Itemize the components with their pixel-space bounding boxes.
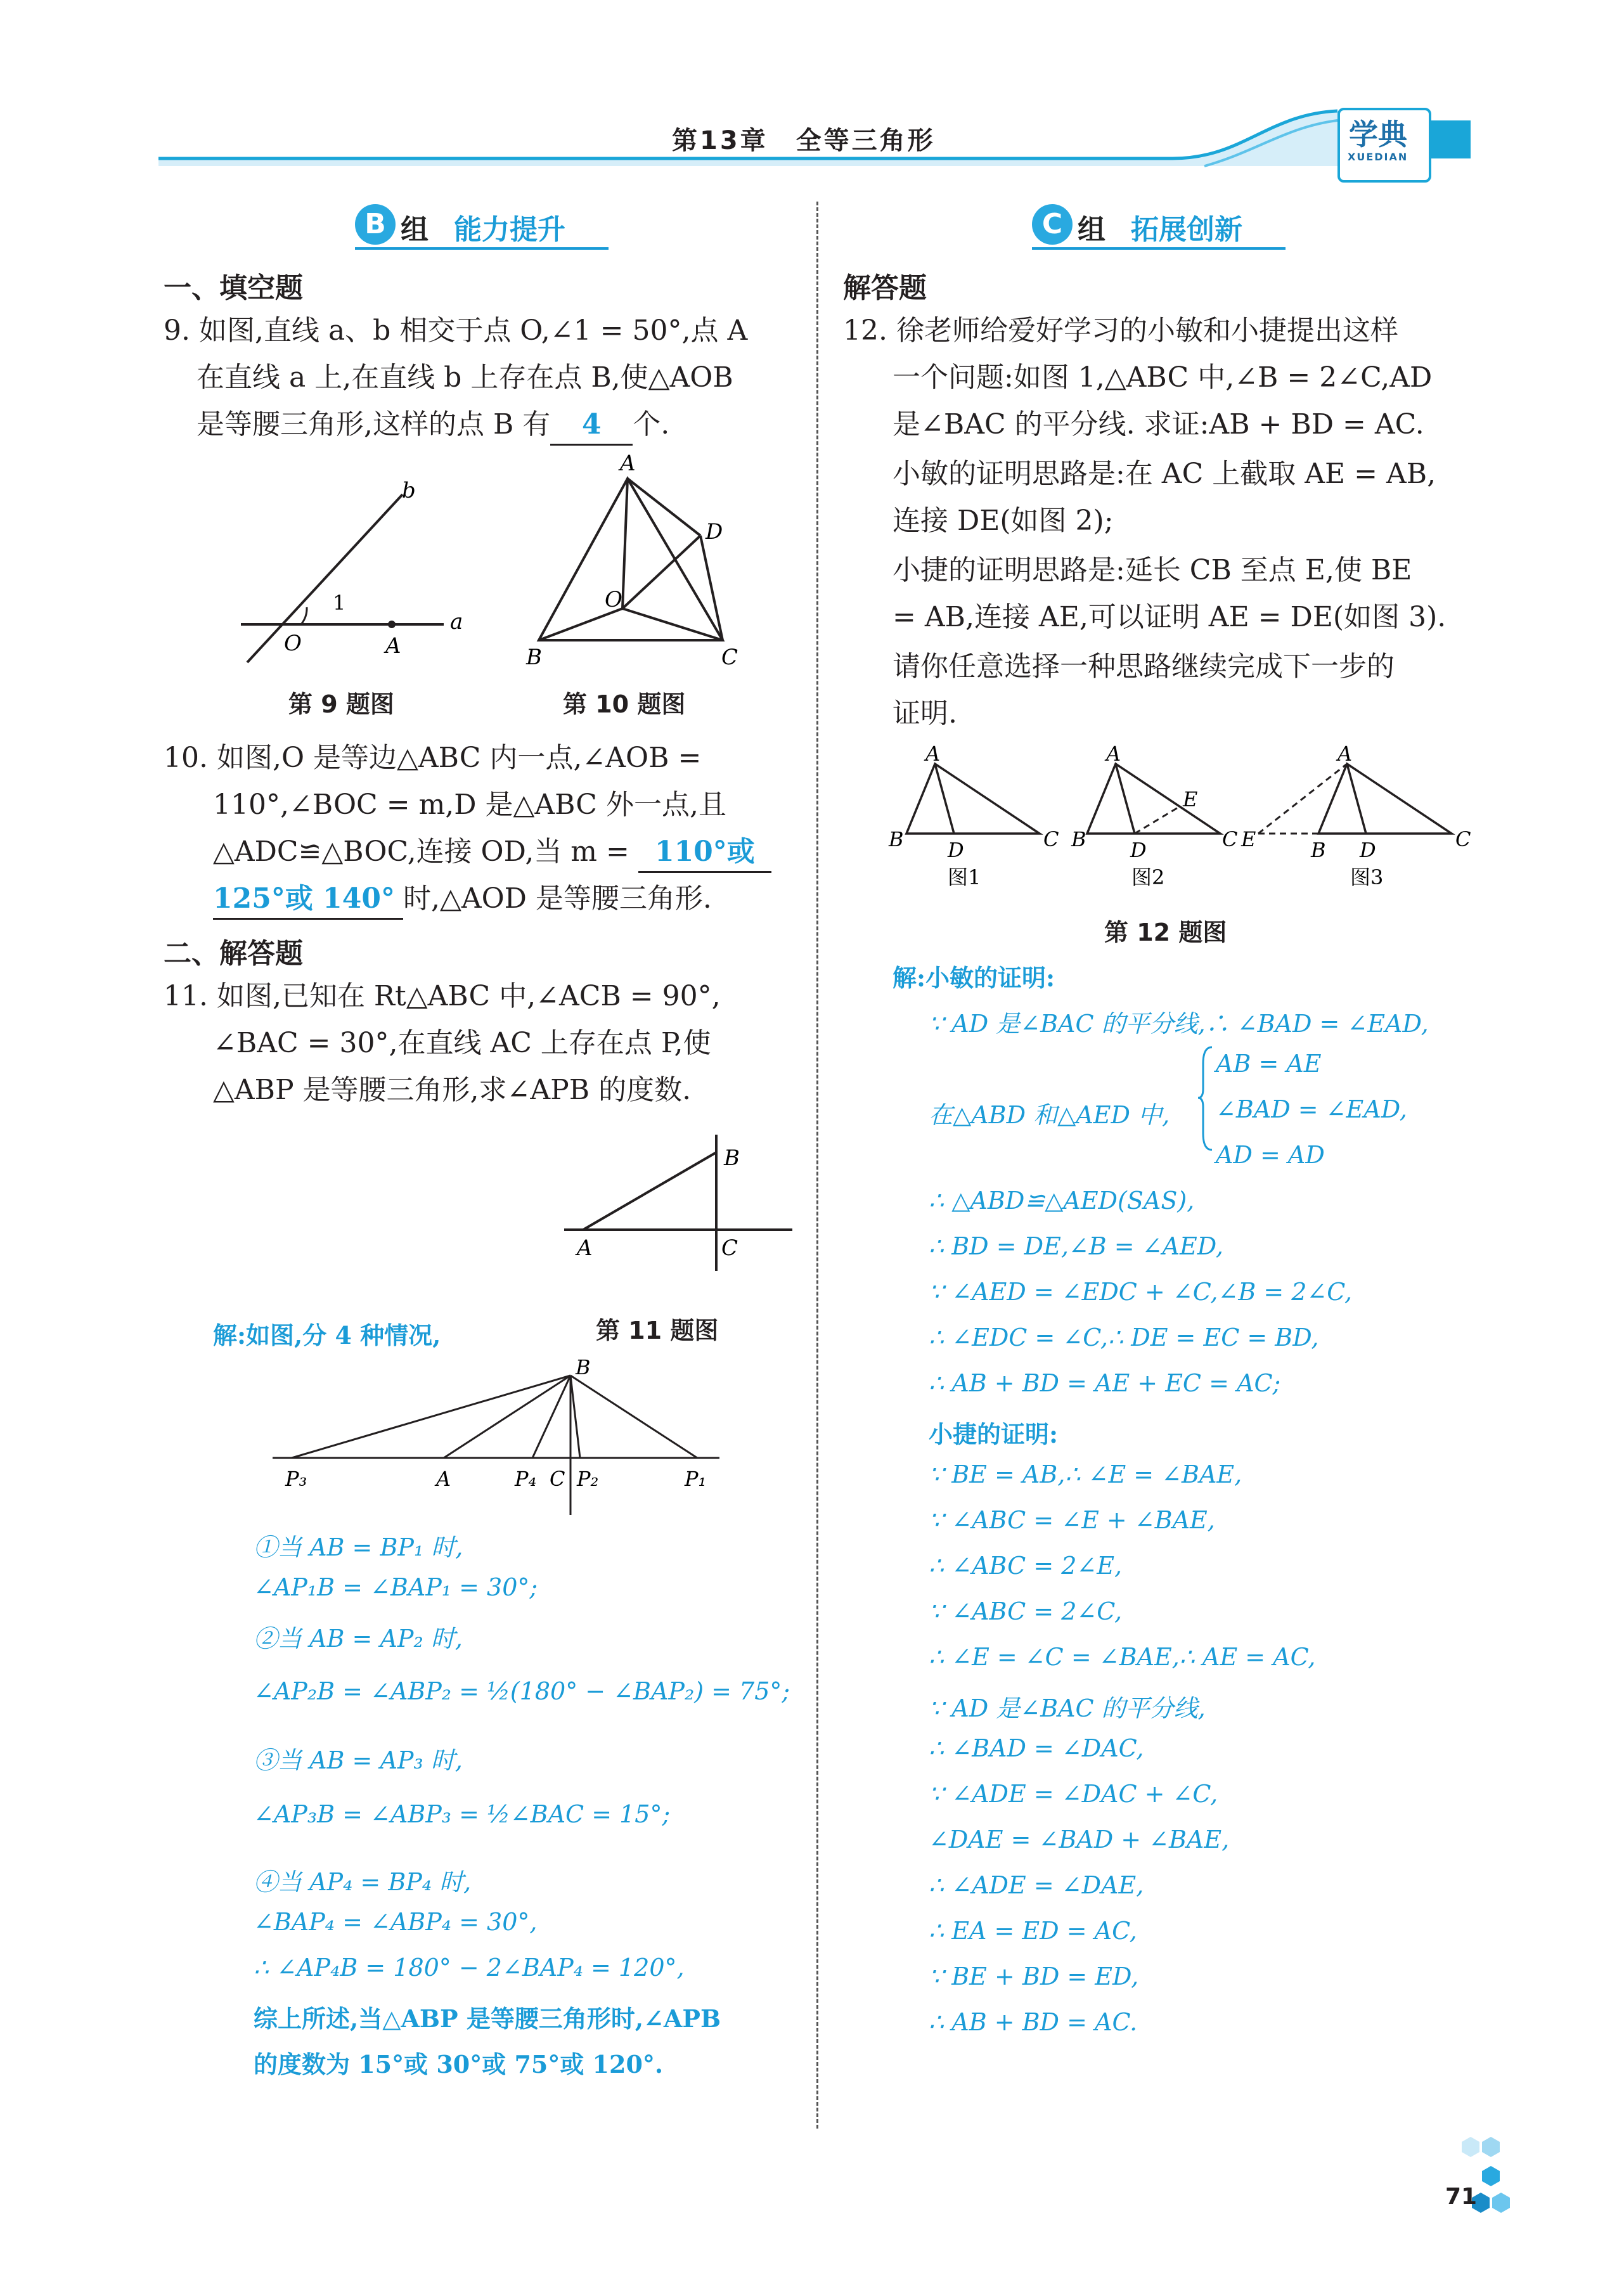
figure-9: [241, 469, 482, 672]
sol12-brace-3: AD = AD: [1216, 1141, 1325, 1169]
q10-line-2: 110°,∠BOC = m,D 是△ABC 外一点,且: [213, 789, 726, 821]
q10-answer-1: 110°或: [638, 833, 771, 873]
f12b-B: B: [1071, 827, 1086, 851]
sol12-a-5: ∵ ∠AED = ∠EDC + ∠C,∠B = 2∠C,: [929, 1278, 1353, 1306]
q10-line-4: 125°或 140° 时,△AOD 是等腰三角形.: [213, 880, 712, 920]
fig10-label-D: D: [706, 519, 723, 545]
q9-line-1: 9. 如图,直线 a、b 相交于点 O,∠1 = 50°,点 A: [164, 314, 748, 347]
solution-figure-11: [266, 1350, 735, 1528]
f12c-C: C: [1455, 827, 1471, 851]
sol12-a-7: ∴ AB + BD = AE + EC = AC;: [929, 1369, 1281, 1397]
section-c-rule: [1032, 247, 1286, 250]
sol11-line-8: ∠BAP₄ = ∠ABP₄ = 30°,: [254, 1908, 538, 1936]
fig12-caption: 第 12 题图: [1104, 918, 1227, 946]
heading-solve-c: 解答题: [843, 272, 927, 304]
sol12-b-1: ∵ BE = AB,∴ ∠E = ∠BAE,: [929, 1460, 1242, 1488]
sol11-line-9: ∴ ∠AP₄B = 180° − 2∠BAP₄ = 120°,: [254, 1954, 685, 1982]
fig9-label-a: a: [450, 609, 463, 635]
q12-line-2: 一个问题:如图 1,△ABC 中,∠B = 2∠C,AD: [893, 361, 1433, 394]
sol12-b-5: ∴ ∠E = ∠C = ∠BAE,∴ AE = AC,: [929, 1643, 1316, 1671]
q12-line-8: 请你任意选择一种思路继续完成下一步的: [893, 650, 1395, 683]
sol12-b-10: ∴ ∠ADE = ∠DAE,: [929, 1871, 1144, 1899]
section-b-title: 能力提升: [454, 214, 565, 246]
chapter-title: 第13章 全等三角形: [672, 126, 936, 155]
fig9-caption: 第 9 题图: [288, 690, 394, 718]
q12-line-5: 连接 DE(如图 2);: [893, 505, 1114, 537]
q11-line-1: 11. 如图,已知在 Rt△ABC 中,∠ACB = 90°,: [164, 980, 721, 1012]
q9-answer: 4: [550, 406, 633, 446]
q10-line-1: 10. 如图,O 是等边△ABC 内一点,∠AOB =: [164, 742, 702, 774]
q12-line-7: = AB,连接 AE,可以证明 AE = DE(如图 3).: [893, 601, 1447, 633]
fig10-label-C: C: [721, 645, 738, 670]
sol11-line-4: ∠AP₂B = ∠ABP₂ = ½(180° − ∠BAP₂) = 75°;: [254, 1677, 790, 1705]
f12a-A: A: [925, 742, 941, 766]
sol12-brace-2: ∠BAD = ∠EAD,: [1216, 1095, 1407, 1123]
fig10-label-A: A: [620, 451, 636, 476]
sol12-brace: [1197, 1045, 1216, 1152]
q12-line-6: 小捷的证明思路是:延长 CB 至点 E,使 BE: [893, 554, 1412, 586]
sol11-line-5: ③当 AB = AP₃ 时,: [254, 1746, 463, 1774]
sol12-a-2: 在△ABD 和△AED 中,: [929, 1101, 1170, 1129]
heading-solve: 二、解答题: [164, 938, 303, 970]
section-b-rule: [355, 247, 609, 250]
fig10-label-B: B: [526, 645, 542, 670]
sol12-b-6: ∵ AD 是∠BAC 的平分线,: [929, 1694, 1206, 1722]
solfig-label-P2: P₂: [577, 1467, 599, 1491]
sol12-b-8: ∵ ∠ADE = ∠DAC + ∠C,: [929, 1780, 1218, 1808]
solfig-label-P1: P₁: [685, 1467, 707, 1491]
sol12-b-7: ∴ ∠BAD = ∠DAC,: [929, 1734, 1144, 1762]
sol12-b-3: ∴ ∠ABC = 2∠E,: [929, 1552, 1123, 1580]
f12a-C: C: [1043, 827, 1059, 851]
fig10-label-O: O: [605, 587, 622, 612]
sol11-line-11: 的度数为 15°或 30°或 75°或 120°.: [254, 2050, 664, 2078]
column-divider: [816, 202, 818, 2129]
q12-line-3: 是∠BAC 的平分线. 求证:AB + BD = AC.: [893, 408, 1424, 441]
logo-subtext: XUEDIAN: [1348, 151, 1408, 163]
solfig-label-C: C: [550, 1467, 565, 1491]
f12b-E: E: [1183, 787, 1198, 811]
q12-line-4: 小敏的证明思路是:在 AC 上截取 AE = AB,: [893, 458, 1436, 490]
solfig-label-A: A: [436, 1467, 451, 1491]
q9-line-2: 在直线 a 上,在直线 b 上存在点 B,使△AOB: [197, 361, 733, 394]
q11-line-3: △ABP 是等腰三角形,求∠APB 的度数.: [213, 1074, 692, 1106]
q12-line-1: 12. 徐老师给爱好学习的小敏和小捷提出这样: [843, 314, 1398, 347]
sol11-line-1: ①当 AB = BP₁ 时,: [254, 1533, 463, 1561]
sol12-head2: 小捷的证明:: [929, 1420, 1059, 1448]
section-c-title: 拓展创新: [1131, 214, 1242, 246]
section-b-zu: 组: [401, 214, 429, 246]
f12-sub-3: 图3: [1350, 865, 1384, 889]
sol11-line-2: ∠AP₁B = ∠BAP₁ = 30°;: [254, 1573, 538, 1601]
fig11-label-C: C: [721, 1235, 738, 1261]
fig9-label-A: A: [385, 633, 401, 659]
sol12-b-9: ∠DAE = ∠BAD + ∠BAE,: [929, 1826, 1230, 1853]
figure-10: [513, 450, 786, 678]
f12c-E: E: [1241, 827, 1256, 851]
q10-line-3: △ADC≌△BOC,连接 OD,当 m = 110°或: [213, 833, 771, 873]
sol11-line-7: ④当 AP₄ = BP₄ 时,: [254, 1868, 472, 1896]
section-b-badge: B: [355, 204, 396, 245]
sol12-b-4: ∵ ∠ABC = 2∠C,: [929, 1597, 1123, 1625]
sol11-intro: 解:如图,分 4 种情况,: [213, 1321, 441, 1350]
sol12-b-13: ∴ AB + BD = AC.: [929, 2008, 1138, 2036]
solfig-label-B: B: [576, 1355, 591, 1379]
f12a-D: D: [948, 838, 964, 862]
sol12-b-2: ∵ ∠ABC = ∠E + ∠BAE,: [929, 1506, 1215, 1534]
f12c-D: D: [1360, 838, 1376, 862]
f12c-B: B: [1311, 838, 1326, 862]
sol12-head: 解:小敏的证明:: [893, 963, 1055, 992]
fig9-label-b: b: [402, 478, 416, 503]
fig10-caption: 第 10 题图: [563, 690, 686, 718]
f12b-D: D: [1130, 838, 1147, 862]
section-c-badge: C: [1032, 204, 1073, 245]
heading-fill-blank: 一、填空题: [164, 272, 303, 304]
sol11-line-10: 综上所述,当△ABP 是等腰三角形时,∠APB: [254, 2004, 721, 2033]
sol12-b-12: ∵ BE + BD = ED,: [929, 1962, 1139, 1990]
solfig-label-P3: P₃: [285, 1467, 307, 1491]
f12a-B: B: [889, 827, 904, 851]
fig9-label-1: 1: [333, 591, 346, 615]
sol12-a-4: ∴ BD = DE,∠B = ∠AED,: [929, 1232, 1223, 1260]
q10-answer-2: 125°或 140°: [213, 880, 403, 920]
figure-11: [558, 1128, 799, 1280]
sol12-brace-1: AB = AE: [1216, 1050, 1322, 1078]
f12-sub-1: 图1: [948, 865, 981, 889]
fig11-label-A: A: [577, 1235, 593, 1261]
fig11-label-B: B: [724, 1145, 740, 1171]
fig11-caption: 第 11 题图: [596, 1317, 719, 1344]
logo-text: 学典: [1349, 117, 1407, 151]
f12b-C: C: [1222, 827, 1238, 851]
sol11-line-6: ∠AP₃B = ∠ABP₃ = ½∠BAC = 15°;: [254, 1800, 671, 1828]
q12-line-9: 证明.: [893, 697, 957, 730]
sol11-line-3: ②当 AB = AP₂ 时,: [254, 1625, 463, 1653]
solfig-label-P4: P₄: [515, 1467, 537, 1491]
q9-line-3: 是等腰三角形,这样的点 B 有 4 个.: [197, 406, 669, 446]
q11-line-2: ∠BAC = 30°,在直线 AC 上存在点 P,使: [213, 1027, 711, 1059]
sol12-b-11: ∴ EA = ED = AC,: [929, 1917, 1137, 1945]
f12-sub-2: 图2: [1131, 865, 1165, 889]
sol12-a-1: ∵ AD 是∠BAC 的平分线,∴ ∠BAD = ∠EAD,: [929, 1010, 1429, 1038]
sol12-a-3: ∴ △ABD≌△AED(SAS),: [929, 1187, 1195, 1215]
figure-12: [881, 742, 1490, 913]
sol12-a-6: ∴ ∠EDC = ∠C,∴ DE = EC = BD,: [929, 1324, 1319, 1351]
f12c-A: A: [1337, 742, 1353, 766]
page-number: 71: [1445, 2184, 1478, 2210]
fig9-label-O: O: [284, 631, 302, 656]
section-c-zu: 组: [1078, 214, 1105, 246]
f12b-A: A: [1106, 742, 1121, 766]
